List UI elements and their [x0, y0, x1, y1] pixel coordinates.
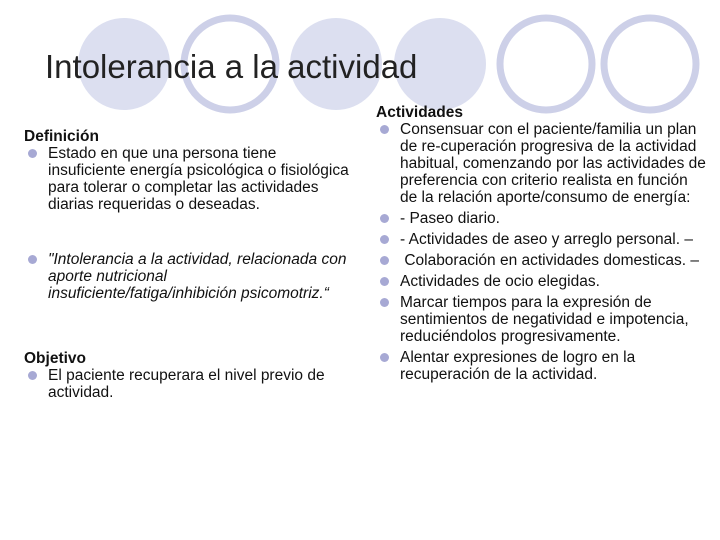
definition-heading: Definición — [24, 128, 99, 145]
definition-item — [24, 145, 354, 213]
activity-item — [376, 121, 708, 206]
left-column — [24, 128, 354, 401]
bullet-icon — [380, 125, 389, 134]
bullet-icon — [380, 298, 389, 307]
slide-title: Intolerancia a la actividad — [45, 48, 418, 85]
definition-quote: "Intolerancia a la actividad, relacionada con aporte nutricional insuficiente/fatiga/inhibición psicomotriz.“ — [48, 251, 347, 302]
objective-list — [24, 367, 354, 401]
bullet-icon — [380, 256, 389, 265]
activity-item — [376, 210, 708, 227]
activity-item — [376, 273, 708, 290]
definition-item — [24, 251, 354, 302]
activities-heading: Actividades — [376, 104, 464, 121]
right-column — [376, 104, 708, 383]
activity-text: - Paseo diario. — [400, 210, 500, 227]
objective-text: El paciente recuperara el nivel previo de actividad. — [48, 367, 325, 401]
activity-item — [376, 252, 708, 269]
activity-text: Marcar tiempos para la expresión de sentimientos de negatividad e impotencia, reduciéndolos progresivamente. — [400, 294, 689, 345]
activity-text: Consensuar con el paciente/familia un plan de re-cuperación progresiva de la actividad habitual, comenzando por las actividades de preferencia con criterio realista en función de la relación aporte/consumo de energía: — [400, 121, 706, 206]
activity-text: - Actividades de aseo y arreglo personal. – — [400, 231, 693, 248]
deco-circle-6 — [604, 18, 696, 110]
deco-circle-5 — [500, 18, 592, 110]
bullet-icon — [28, 255, 37, 264]
objective-heading: Objetivo — [24, 350, 87, 367]
activity-item — [376, 231, 708, 248]
activity-text: Alentar expresiones de logro en la recuperación de la actividad. — [400, 349, 636, 383]
bullet-icon — [380, 214, 389, 223]
definition-text: Estado en que una persona tiene insuficiente energía psicológica o fisiológica para tolerar o completar las actividades diarias requeridas o deseadas. — [48, 145, 349, 213]
bullet-icon — [28, 149, 37, 158]
objective-item — [24, 367, 354, 401]
bullet-icon — [380, 277, 389, 286]
bullet-icon — [380, 235, 389, 244]
activity-text: Actividades de ocio elegidas. — [400, 273, 600, 290]
activity-text: Colaboración en actividades domesticas. – — [400, 252, 699, 269]
activity-item — [376, 294, 708, 345]
bullet-icon — [380, 353, 389, 362]
activity-item — [376, 349, 708, 383]
activities-list — [376, 121, 708, 383]
definition-list — [24, 145, 354, 302]
bullet-icon — [28, 371, 37, 380]
